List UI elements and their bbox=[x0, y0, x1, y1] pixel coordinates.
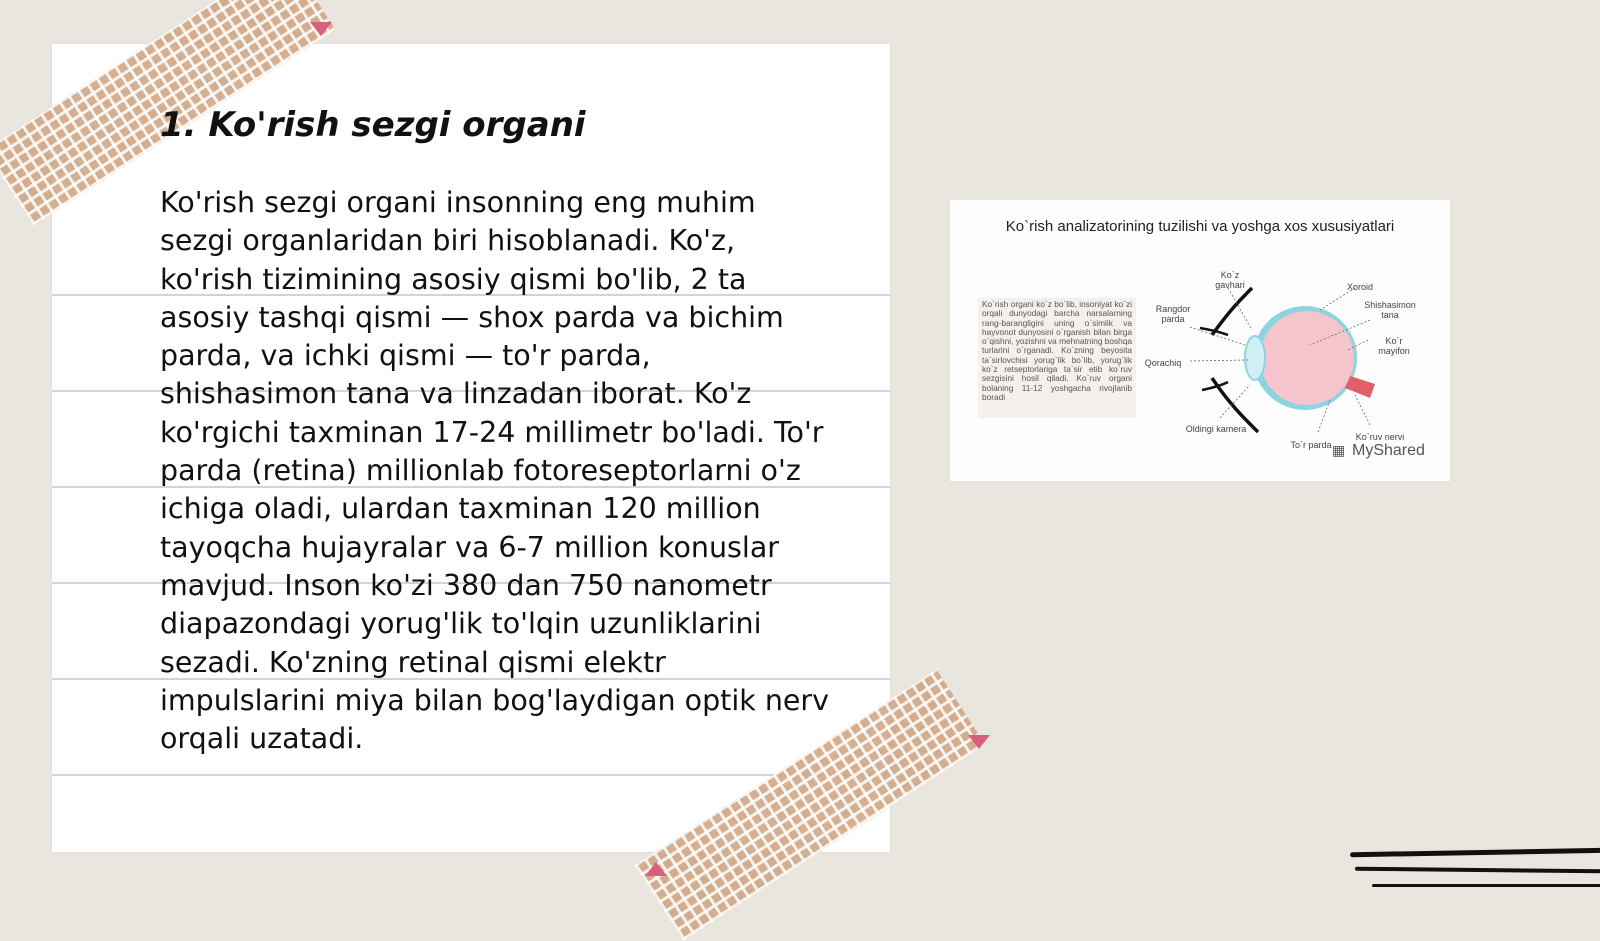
brand-watermark: MyShared bbox=[1352, 442, 1425, 459]
tape-pin-icon bbox=[968, 735, 990, 749]
figure-side-text: Ko`rish organi ko`z bo`lib, insoniyat ko`zi orqali dunyodagi barcha narsalarning rang-barangligini uning o`simlik va hayvonot dunyosini o`rganish bilan birga o`qishni, yozishni va mehnatning boshqa turlarini o`rganadi. Ko`zning beyosita ta`sirlovchisi yorug`lik bo`lib, yorug`lik ko`z retseptorlariga ta`sir etib ko`ruv sezgisini hosil qiladi. Ko`ruv organi bolaning 11-12 yoshgacha rivojlanib boradi bbox=[978, 298, 1136, 418]
brush-stroke bbox=[1372, 884, 1600, 887]
lens bbox=[1245, 336, 1265, 380]
label-qorachiq: Qorachiq bbox=[1144, 358, 1182, 368]
optic-nerve bbox=[1345, 376, 1375, 398]
label-rangdor-parda: Rangdor parda bbox=[1155, 304, 1191, 324]
label-shishasimon-tana: Shishasimon tana bbox=[1364, 300, 1416, 320]
eyeball-inner bbox=[1260, 311, 1354, 405]
figure-title: Ko`rish analizatorining tuzilishi va yoshga xos xususiyatlari bbox=[1005, 218, 1395, 235]
label-xoroid: Xoroid bbox=[1346, 282, 1373, 292]
brush-stroke bbox=[1350, 848, 1600, 858]
brush-stroke bbox=[1355, 867, 1600, 874]
tape-pin-icon bbox=[310, 22, 332, 36]
slide-title: 1. Ko'rish sezgi organi bbox=[160, 105, 586, 145]
label-ko-ruv-nervi: Ko`ruv nervi bbox=[1355, 432, 1405, 442]
slide-body-text: Ko'rish sezgi organi insonning eng muhim sezgi organlaridan biri hisoblanadi. Ko'z, ko'rish tizimining asosiy qismi bo'lib, 2 ta asosiy tashqi qismi — shox parda va bichim parda, va ichki qismi — to'r parda, shishasimon tana va linzadan iborat. Ko'z ko'rgichi taxminan 17-24 millimetr bo'ladi. To'r parda (retina) millionlab fotoreseptorlarni o'z ichiga oladi, ulardan taxminan 120 million tayoqcha hujayralar va 6-7 million konuslar mavjud. Inson ko'zi 380 dan 750 nanometr diapazondagi yorug'lik to'lqin uzunliklarini sezadi. Ko'zning retinal qismi elektr impulslarini miya bilan bog'laydigan optik nerv orqali uzatadi. bbox=[160, 186, 829, 756]
label-ko-z-gavhari: Ko`z gavhari bbox=[1215, 270, 1245, 290]
tape-pin-icon bbox=[645, 862, 667, 876]
eye-diagram-figure bbox=[950, 200, 1450, 481]
myshared-logo-icon: ▦ bbox=[1332, 443, 1346, 459]
label-to-r-parda: To`r parda bbox=[1290, 440, 1332, 450]
label-oldingi-kamera: Oldingi kamera bbox=[1185, 424, 1247, 434]
label-ko-r-mayifon: Ko`r mayifon bbox=[1378, 336, 1410, 356]
